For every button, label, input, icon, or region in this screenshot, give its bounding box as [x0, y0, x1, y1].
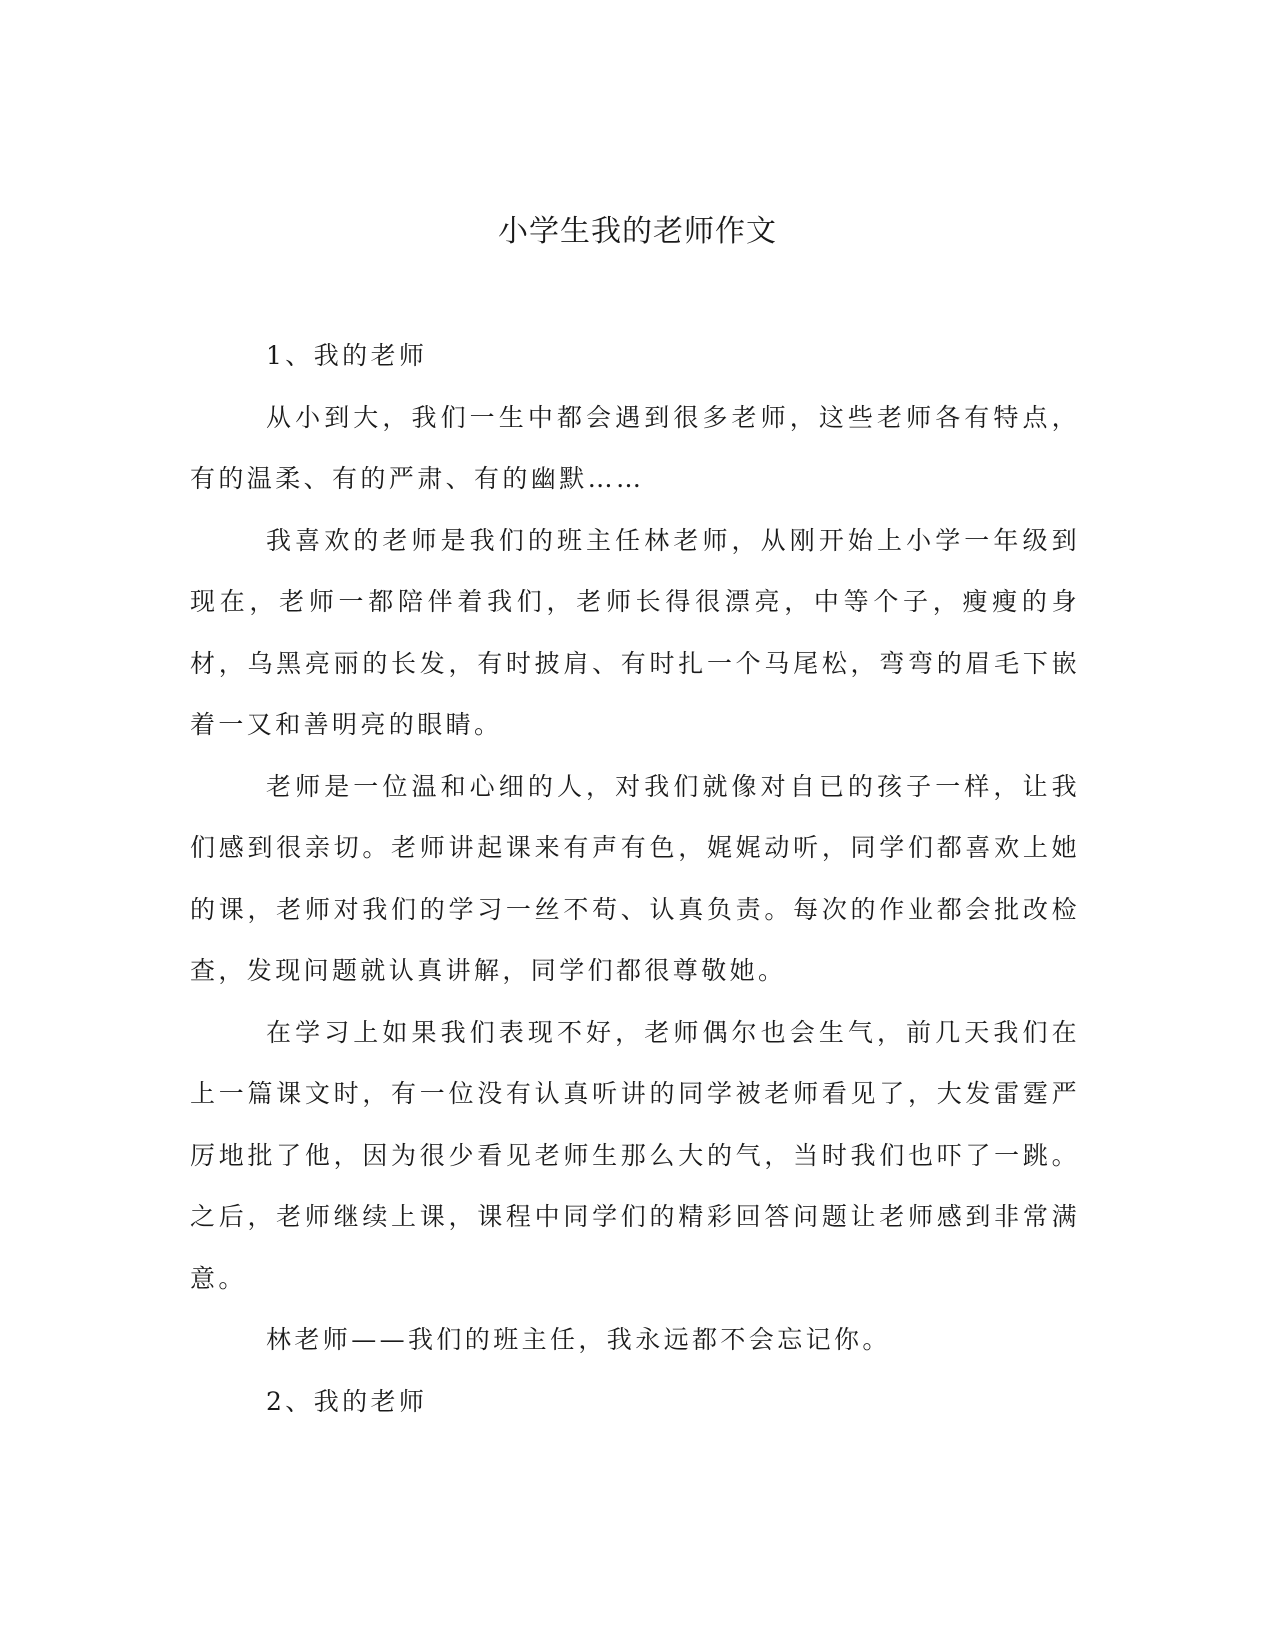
paragraph-anecdote: 在学习上如果我们表现不好，老师偶尔也会生气，前几天我们在上一篇课文时，有一位没有认真听讲的同学被老师看见了，大发雷霆严厉地批了他，因为很少看见老师生那么大的气，当时我们也吓了一跳。之后，老师继续上课，课程中同学们的精彩回答问题让老师感到非常满意。: [190, 1017, 1080, 1293]
section-heading-1: 1、我的老师: [266, 341, 428, 370]
section-heading-2: 2、我的老师: [266, 1386, 428, 1416]
paragraph-intro: 从小到大，我们一生中都会遇到很多老师，这些老师各有特点，有的温柔、有的严肃、有的幽默……: [190, 402, 1080, 493]
paragraph-personality: 老师是一位温和心细的人，对我们就像对自已的孩子一样，让我们感到很亲切。老师讲起课来有声有色，娓娓动听，同学们都喜欢上她的课，老师对我们的学习一丝不苟、认真负责。每次的作业都会批改检查，发现问题就认真讲解，同学们都很尊敬她。: [190, 771, 1080, 985]
paragraph-description: 我喜欢的老师是我们的班主任林老师，从刚开始上小学一年级到现在，老师一都陪伴着我们，老师长得很漂亮，中等个子，瘦瘦的身材，乌黑亮丽的长发，有时披肩、有时扎一个马尾松，弯弯的眉毛下嵌着一又和善明亮的眼睛。: [190, 525, 1080, 739]
paragraph-closing: 林老师——我们的班主任，我永远都不会忘记你。: [266, 1325, 891, 1354]
document-title: 小学生我的老师作文: [498, 214, 777, 249]
document-body: [190, 325, 1080, 1432]
